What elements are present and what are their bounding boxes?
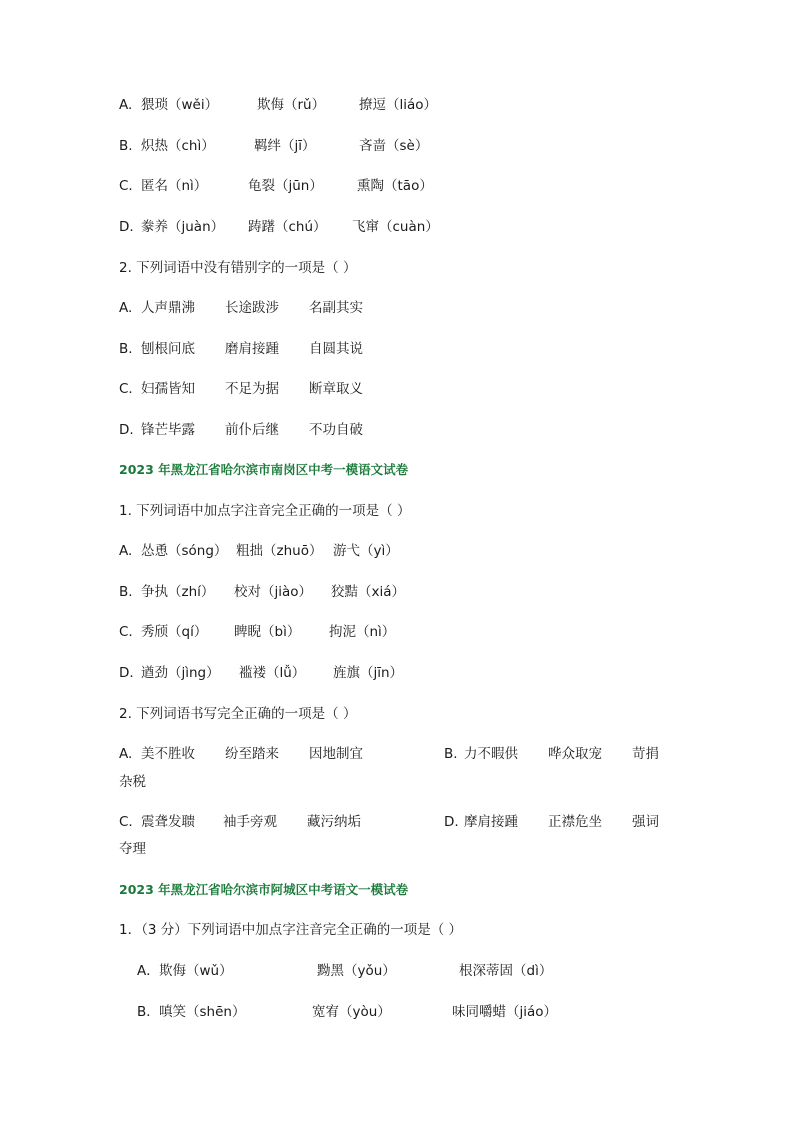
option-word-2: 磨肩接踵 — [225, 341, 279, 357]
option-label: C. — [119, 381, 133, 397]
option-word-2: 宽宥（yòu） — [312, 1004, 391, 1020]
option-word-3: 游弋（yì） — [333, 543, 399, 559]
option-word-3: 断章取义 — [309, 381, 363, 397]
question-stem: 2. 下列词语中没有错别字的一项是（ ） — [119, 260, 357, 276]
option-word-3: 因地制宜 — [309, 746, 363, 762]
option-word-1: 匿名（nì） — [141, 178, 208, 194]
option-word-1: 妇孺皆知 — [141, 381, 195, 397]
option-word-3: 吝啬（sè） — [359, 138, 429, 154]
option-word-1: 猥琐（wěi） — [141, 97, 219, 113]
option-label: C. — [119, 814, 133, 830]
option-word-3: 狡黠（xiá） — [331, 584, 406, 600]
option-word-2: 不足为据 — [225, 381, 279, 397]
option-word-2: 欺侮（rǔ） — [257, 97, 326, 113]
option-word-1: 遒劲（jìng） — [141, 665, 220, 681]
option-word-1: 震聋发聩 — [141, 814, 195, 830]
option-word-3: 飞窜（cuàn） — [352, 219, 439, 235]
option-word-3: 不功自破 — [309, 422, 363, 438]
option-word-2: 袖手旁观 — [223, 814, 277, 830]
option-word-1: 欺侮（wǔ） — [159, 963, 233, 979]
option-label: D. — [119, 422, 134, 438]
option-word-1: 锋芒毕露 — [141, 422, 195, 438]
option-label: B． — [137, 1004, 160, 1020]
option-label: B. — [119, 138, 133, 154]
option-word-3: 自圆其说 — [309, 341, 363, 357]
option-word-3: 名副其实 — [309, 300, 363, 316]
option-word-1: 嗔笑（shēn） — [159, 1004, 246, 1020]
option-word-3: 味同嚼蜡（jiáo） — [452, 1004, 558, 1020]
option-word-3: 旌旗（jīn） — [333, 665, 404, 681]
option-word-2: 踌躇（chú） — [248, 219, 327, 235]
option-word-3: 藏污纳垢 — [307, 814, 361, 830]
option-word-1: 摩肩接踵 — [464, 814, 518, 830]
option-label: B. — [444, 746, 458, 762]
option-label: B. — [119, 341, 133, 357]
option-label: B. — [119, 584, 133, 600]
option-word-1: 人声鼎沸 — [141, 300, 195, 316]
option-label: A. — [119, 97, 133, 113]
option-word-2: 黝黑（yǒu） — [317, 963, 396, 979]
option-word-2: 纷至踏来 — [225, 746, 279, 762]
option-wrap-text: 夺理 — [119, 841, 146, 857]
option-word-1: 刨根问底 — [141, 341, 195, 357]
option-word-1: 秀颀（qí） — [141, 624, 208, 640]
option-word-2: 前仆后继 — [225, 422, 279, 438]
option-word-1: 豢养（juàn） — [141, 219, 225, 235]
option-label: D. — [444, 814, 459, 830]
option-word-1: 美不胜收 — [141, 746, 195, 762]
option-word-2: 褴褛（lǚ） — [239, 665, 306, 681]
option-word-1: 炽热（chì） — [141, 138, 215, 154]
option-word-3: 苛捐 — [632, 746, 659, 762]
option-label: C. — [119, 178, 133, 194]
option-word-3: 强词 — [632, 814, 659, 830]
option-word-3: 拘泥（nì） — [329, 624, 396, 640]
option-wrap-text: 杂税 — [119, 774, 146, 790]
question-stem: 2. 下列词语书写完全正确的一项是（ ） — [119, 706, 357, 722]
option-label: A. — [119, 746, 133, 762]
option-word-2: 正襟危坐 — [548, 814, 602, 830]
option-word-2: 羁绊（jī） — [254, 138, 316, 154]
option-label: D. — [119, 219, 134, 235]
option-word-1: 力不暇供 — [464, 746, 518, 762]
option-word-3: 熏陶（tāo） — [357, 178, 433, 194]
option-word-2: 哗众取宠 — [548, 746, 602, 762]
option-label: A. — [119, 300, 133, 316]
option-word-1: 怂恿（sóng） — [141, 543, 228, 559]
option-word-2: 粗拙（zhuō） — [236, 543, 323, 559]
question-stem: 1. 下列词语中加点字注音完全正确的一项是（ ） — [119, 503, 411, 519]
option-label: C. — [119, 624, 133, 640]
option-word-2: 长途跋涉 — [225, 300, 279, 316]
option-word-2: 龟裂（jūn） — [248, 178, 323, 194]
option-label: A. — [119, 543, 133, 559]
option-word-3: 根深蒂固（dì） — [459, 963, 553, 979]
option-word-3: 撩逗（liáo） — [359, 97, 438, 113]
option-word-2: 校对（jiào） — [234, 584, 313, 600]
question-stem: 1．（3 分）下列词语中加点字注音完全正确的一项是（ ） — [119, 922, 463, 938]
section-heading: 2023 年黑龙江省哈尔滨市阿城区中考语文一模试卷 — [119, 882, 409, 897]
option-word-2: 睥睨（bì） — [234, 624, 301, 640]
option-label: A． — [137, 963, 160, 979]
section-heading: 2023 年黑龙江省哈尔滨市南岗区中考一模语文试卷 — [119, 462, 409, 477]
option-label: D. — [119, 665, 134, 681]
option-word-1: 争执（zhí） — [141, 584, 215, 600]
